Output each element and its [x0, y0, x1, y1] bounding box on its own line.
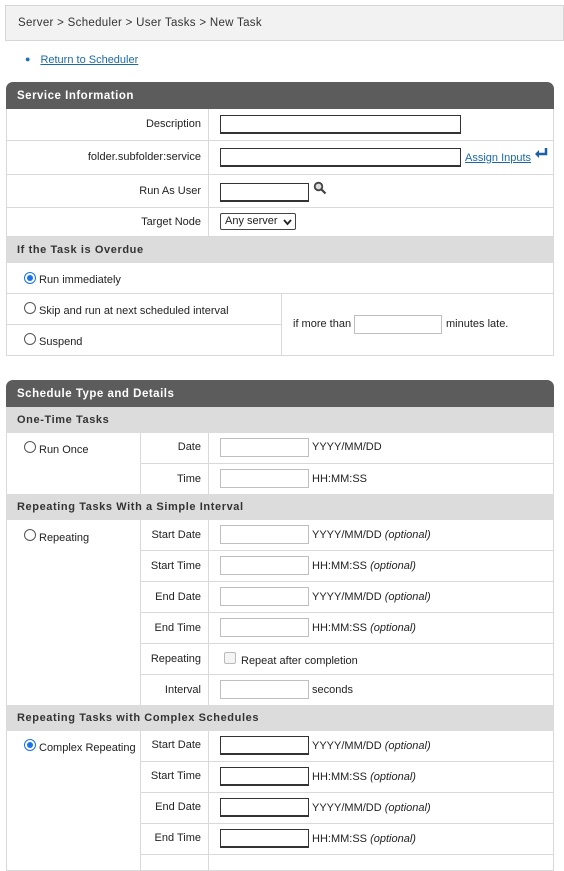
- overdue-options-row: [6, 294, 554, 356]
- complex-start-date-input[interactable]: [220, 736, 309, 755]
- one-time-block: [6, 433, 554, 495]
- description-input[interactable]: [220, 115, 461, 134]
- complex-end-time-input[interactable]: [220, 829, 309, 848]
- description-row: [6, 109, 554, 141]
- run-as-user-input[interactable]: [220, 183, 309, 202]
- service-row: [6, 141, 554, 175]
- service-information-header: Service Information: [6, 82, 554, 109]
- search-icon[interactable]: [313, 181, 327, 198]
- start-time-hint: HH:MM:SS (optional): [312, 560, 416, 572]
- repeat-after-completion-label: Repeat after completion: [241, 655, 358, 667]
- repeating-radio-label: Repeating: [39, 532, 90, 544]
- simple-end-time-input[interactable]: [220, 618, 309, 637]
- complex-start-date-hint: YYYY/MM/DD (optional): [312, 740, 431, 752]
- complex-start-time-hint: HH:MM:SS (optional): [312, 771, 416, 783]
- repeating-radio[interactable]: [24, 529, 36, 541]
- end-date-label: End Date: [155, 591, 201, 603]
- run-immediately-row: [6, 263, 554, 294]
- suspend-radio[interactable]: [24, 333, 36, 345]
- simple-start-date-input[interactable]: [220, 525, 309, 544]
- run-as-user-row: [6, 175, 554, 208]
- complex-start-time-label: Start Time: [150, 770, 201, 782]
- schedule-header: Schedule Type and Details: [6, 380, 554, 407]
- complex-end-date-input[interactable]: [220, 798, 309, 817]
- complex-start-time-input[interactable]: [220, 767, 309, 786]
- skip-label: Skip and run at next scheduled interval: [39, 305, 229, 317]
- complex-end-time-label: End Time: [154, 832, 201, 844]
- run-once-time-input[interactable]: [220, 469, 309, 488]
- bullet-icon: ●: [25, 54, 31, 64]
- breadcrumb: Server > Scheduler > User Tasks > New Task: [5, 5, 564, 41]
- repeat-after-completion-checkbox[interactable]: [224, 652, 236, 664]
- seconds-label: seconds: [312, 684, 353, 696]
- overdue-header: If the Task is Overdue: [6, 237, 554, 263]
- start-date-hint: YYYY/MM/DD (optional): [312, 529, 431, 541]
- service-input[interactable]: [220, 148, 461, 167]
- target-node-select[interactable]: [220, 213, 296, 230]
- simple-interval-header: Repeating Tasks With a Simple Interval: [6, 494, 554, 520]
- target-node-value: Any server: [225, 215, 278, 227]
- run-immediately-label: Run immediately: [39, 274, 121, 286]
- run-once-radio[interactable]: [24, 441, 36, 453]
- complex-repeating-label: Complex Repeating: [39, 742, 136, 754]
- complex-schedule-header: Repeating Tasks with Complex Schedules: [6, 705, 554, 731]
- time-label: Time: [176, 473, 201, 485]
- date-format-hint: YYYY/MM/DD: [312, 441, 382, 453]
- repeating-label: Repeating: [150, 653, 201, 665]
- time-format-hint: HH:MM:SS: [312, 473, 367, 485]
- interval-input[interactable]: [220, 680, 309, 699]
- simple-end-date-input[interactable]: [220, 587, 309, 606]
- simple-interval-block: [6, 520, 554, 706]
- date-label: Date: [177, 441, 201, 453]
- simple-start-time-input[interactable]: [220, 556, 309, 575]
- complex-repeating-radio[interactable]: [24, 739, 36, 751]
- end-time-hint: HH:MM:SS (optional): [312, 622, 416, 634]
- return-link-item: [25, 54, 138, 66]
- description-label: Description: [145, 118, 201, 130]
- start-time-label: Start Time: [150, 560, 201, 572]
- minutes-late-input[interactable]: [354, 315, 442, 334]
- complex-end-time-hint: HH:MM:SS (optional): [312, 833, 416, 845]
- assign-inputs-link[interactable]: Assign Inputs: [465, 152, 532, 164]
- end-date-hint: YYYY/MM/DD (optional): [312, 591, 431, 603]
- service-label: folder.subfolder:service: [87, 151, 201, 163]
- complex-end-date-label: End Date: [155, 801, 201, 813]
- target-node-row: [6, 208, 554, 237]
- return-to-scheduler-link[interactable]: Return to Scheduler: [40, 54, 139, 66]
- run-immediately-radio[interactable]: [24, 272, 36, 284]
- start-date-label: Start Date: [151, 529, 201, 541]
- interval-label: Interval: [164, 684, 201, 696]
- if-more-than-label: if more than: [293, 318, 352, 330]
- run-once-label: Run Once: [39, 444, 89, 456]
- complex-schedule-block: [6, 731, 554, 871]
- target-node-label: Target Node: [141, 216, 201, 228]
- chevron-down-icon: [283, 217, 292, 229]
- end-time-label: End Time: [154, 622, 201, 634]
- assign-inputs-icon[interactable]: [534, 147, 548, 164]
- run-once-date-input[interactable]: [220, 438, 309, 457]
- minutes-late-label: minutes late.: [446, 318, 509, 330]
- complex-start-date-label: Start Date: [151, 739, 201, 751]
- suspend-label: Suspend: [39, 336, 83, 348]
- run-as-user-label: Run As User: [139, 185, 201, 197]
- one-time-header: One-Time Tasks: [6, 407, 554, 433]
- skip-radio[interactable]: [24, 302, 36, 314]
- complex-end-date-hint: YYYY/MM/DD (optional): [312, 802, 431, 814]
